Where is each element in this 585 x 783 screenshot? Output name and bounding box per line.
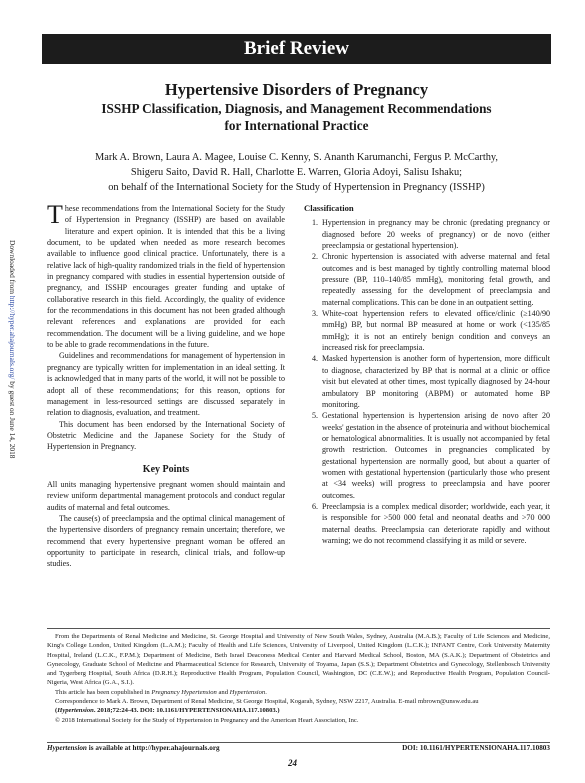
key-point-1: All units managing hypertensive pregnant women should maintain and review uniform departmental management protocols and conduct regular audits of maternal and fetal outcomes. [47, 479, 285, 512]
classification-item: 2. Chronic hypertension is associated with adverse maternal and fetal outcomes and is best managed by tightly controlling maternal blood pressure (BP, 110–140/85 mmHg), monitoring fetal growth, and repeatedly assessing for the development of preeclampsia and maternal complications. This can be done in an outpatient setting. [320, 251, 550, 308]
correspondence: Correspondence to Mark A. Brown, Department of Renal Medicine, St George Hospital, Kogarah, Sydney, NSW 2217, Australia. E-mail mbrown@unsw.edu.au [55, 698, 479, 706]
article-subtitle [42, 100, 551, 134]
article-type-banner: Brief Review [42, 34, 551, 64]
affiliations: From the Departments of Renal Medicine and Medicine, St. George Hospital and University of New South Wales, Sydney, Australia (M.A.B.); Faculty of Life Sciences and Medicine, King's College London, United Kingdom (L.A.M.); Faculty of Health and Life Sciences, University of Liverpool, United Kingdom (L.C.K.); INFANT Centre, Cork University Maternity Hospital, Ireland (L.C.K., F.P.M.); Department of Medicine, Beth Israel Deaconess Medical Center and Harvard Medical School, Boston, MA (S.A.K.); Department of Obstetrics and Gynecology, Graduate School of Medicine and Pharmaceutical Science for Research, University of Toyama, Japan (S.S.); Department Obstetrics and Gynecology, Stellenbosch University and Tygerberg Hospital, South Africa (D.R.H.); Reproductive Health Program, Population Council, Washington, DC (C.E.W.); and Reproductive Health Program, Population Council-Nigeria, West Africa (G.A., S.I.). [47, 633, 550, 687]
download-note [3, 240, 17, 580]
subtitle-line-2: for International Practice [224, 118, 369, 133]
authors-line-3: on behalf of the International Society for the Study of Hypertension in Pregnancy (ISSHP) [108, 182, 485, 193]
footer-journal: Hypertension [47, 744, 87, 752]
copyright: © 2018 International Society for the Study of Hypertension in Pregnancy and the American Heart Association, Inc. [55, 716, 359, 724]
footer-doi: DOI: 10.1161/HYPERTENSIONAHA.117.10803 [402, 744, 550, 752]
page-number: 24 [288, 758, 297, 768]
footnote-divider [47, 628, 550, 629]
classification-item: 5. Gestational hypertension is hypertension arising de novo after 20 weeks' gestation in the absence of proteinuria and without biochemical or hematological abnormalities. It is usually not accompanied by fetal growth restriction. Outcomes in pregnancies complicated by gestational hypertension are normally good, but about a quarter of women with gestational hypertension (particularly those who present at <34 weeks) will progress to preeclampsia and have poorer outcomes. [320, 410, 550, 501]
article-title: Hypertensive Disorders of Pregnancy [164, 80, 429, 99]
classification-item: 3. White-coat hypertension refers to elevated office/clinic (≥140/90 mmHg) BP, but normal BP measured at home or work (<135/85 mmHg); it is not an entirely benign condition and conveys an increased risk for preeclampsia. [320, 308, 550, 353]
author-list [42, 150, 551, 195]
classification-item: 4. Masked hypertension is another form of hypertension, more difficult to diagnose, characterized by BP that is normal at a clinic or office visit but elevated at other times, most typically diagnosed by 24-hour ambulatory BP monitoring (ABPM) or automated home BP monitoring. [320, 353, 550, 410]
citation-journal: Hypertension [57, 707, 94, 715]
citation-rest: . 2018;72:24-43. DOI: 10.1161/HYPERTENSIONAHA.117.10803.) [93, 707, 280, 715]
classification-item: 1. Hypertension in pregnancy may be chronic (predating pregnancy or diagnosed before 20 weeks of pregnancy) or de novo (either preeclampsia or gestational hypertension). [320, 217, 550, 251]
footer-availability [47, 744, 220, 752]
subtitle-line-1: ISSHP Classification, Diagnosis, and Management Recommendations [101, 101, 492, 116]
classification-item: 6. Preeclampsia is a complex medical disorder; worldwide, each year, it is responsible for >500 000 fetal and neonatal deaths and >70 000 maternal deaths. Preeclampsia can deteriorate rapidly and without warning; we do not recommend classifying it as mild or severe. [320, 501, 550, 546]
drop-cap: T [47, 200, 63, 229]
authors-line-1: Mark A. Brown, Laura A. Magee, Louise C. Kenny, S. Ananth Karumanchi, Fergus P. McCarthy, [94, 152, 499, 163]
authors-line-2: Shigeru Saito, David R. Hall, Charlotte E. Warren, Gloria Adoyi, Salisu Ishaku; [130, 167, 463, 178]
key-point-2: The cause(s) of preeclampsia and the optimal clinical management of the hypertensive disorders of pregnancy remain uncertain; therefore, we recommend that every hypertensive pregnant woman be offered an opportunity to participate in research, clinical trials, and follow-up studies. [47, 513, 285, 569]
copub-journal-1: Pregnancy Hypertension [151, 688, 217, 696]
download-note-suffix: by guest on June 14, 2018 [8, 379, 17, 459]
page-footer [47, 744, 550, 752]
citation-open: ( [55, 707, 58, 715]
intro-paragraph-1-text: hese recommendations from the International Society for the Study of Hypertension in Pregnancy (ISSHP) are based on available literature and expert opinion. It is intended that this be a living document, to be updated when needed as more research becomes available to influence good clinical practice. Unfortunately, there is a relative lack of high-quality randomized trials in the field of hypertension in pregnancy compared with studies in essential hypertension outside of pregnancy, and ISSHP encourages greater funding and uptake of collaborative research in this field. Accordingly, the quality of evidence for the recommendations in this document has not been graded although relevant references and explanations are provided for each recommendation. The document will be a living guideline, and we hope to be able to grade recommendations in the future. [47, 204, 285, 350]
footer-available-text[interactable]: is available at http://hyper.ahajournals.org [86, 744, 220, 752]
citation [47, 706, 550, 715]
intro-paragraph-2: Guidelines and recommendations for management of hypertension in pregnancy are typically written for implementation in an ideal setting. It is acknowledged that in many parts of the world, it will not be possible to adopt all of these recommendations; for this reason, options for management in less-resourced settings are discussed separately in relation to diagnosis, evaluation, and treatment. [47, 351, 285, 418]
key-points-heading: Key Points [142, 463, 190, 475]
download-note-link[interactable]: http://hyper.ahajournals.org/ [8, 295, 17, 380]
classification-heading: Classification [304, 203, 354, 213]
copub-and: and [216, 688, 230, 696]
intro-paragraph-1 [47, 200, 285, 350]
download-note-prefix: Downloaded from [8, 240, 17, 296]
copublication-note [47, 688, 550, 697]
left-column [47, 200, 285, 570]
intro-paragraph-3: This document has been endorsed by the International Society of Obstetric Medicine and the Japanese Society for the Study of Hypertension in Pregnancy. [47, 419, 285, 452]
copub-journal-2: Hypertension [229, 688, 266, 696]
footer-divider [47, 742, 550, 743]
copub-prefix: This article has been copublished in [55, 688, 152, 696]
right-column [304, 203, 550, 546]
copub-end: . [265, 688, 267, 696]
footnotes [47, 632, 550, 725]
classification-list [304, 217, 550, 546]
